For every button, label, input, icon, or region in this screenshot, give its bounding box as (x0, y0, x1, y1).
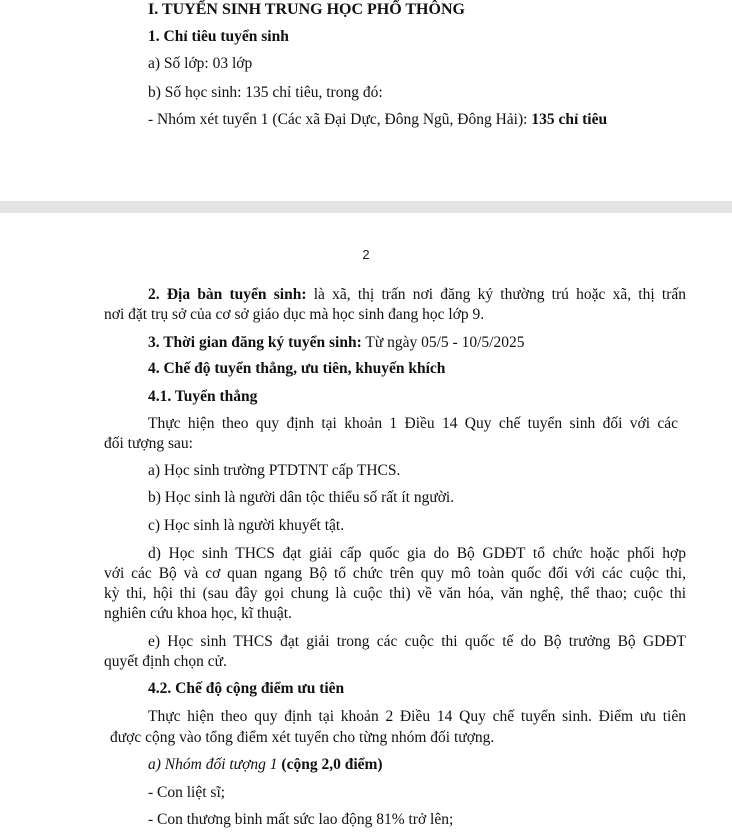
time-text: Từ ngày 05/5 - 10/5/2025 (361, 334, 525, 351)
area-text: là xã, thị trấn nơi đăng ký thường trú hoặc xã, thị trấn (306, 286, 686, 303)
direct-intro: Thực hiện theo quy định tại khoản 1 Điều 14 Quy chế tuyển sinh đối với các (148, 415, 678, 432)
direct-intro-cont: đối tượng sau: (104, 435, 193, 452)
area-text-cont: nơi đặt trụ sở của cơ sở giáo dục mà học sinh đang học lớp 9. (104, 306, 485, 323)
area-label: 2. Địa bàn tuyển sinh: (148, 286, 307, 303)
direct-item-d: d) Học sinh THCS đạt giải cấp quốc gia do Bộ GDĐT tổ chức hoặc phối hợp (148, 545, 686, 562)
page-number: 2 (362, 247, 370, 262)
section-heading: I. TUYỂN SINH TRUNG HỌC PHỔ THÔNG (148, 1, 465, 18)
direct-item-e-cont: quyết định chọn cử. (104, 653, 227, 670)
priority-intro-cont: được cộng vào tổng điểm xét tuyển cho từng nhóm đối tượng. (110, 729, 495, 746)
page-separator (0, 201, 732, 213)
group-1-text: - Nhóm xét tuyển 1 (Các xã Đại Dực, Đông Ngũ, Đông Hải): (148, 111, 532, 128)
priority-intro: Thực hiện theo quy định tại khoản 2 Điều 14 Quy chế tuyển sinh. Điểm ưu tiên (148, 708, 686, 725)
section-policy: 4. Chế độ tuyển thẳng, ưu tiên, khuyến khích (148, 360, 446, 377)
section-area (148, 285, 686, 305)
section-time (148, 333, 524, 353)
direct-item-b: b) Học sinh là người dân tộc thiểu số rất ít người. (148, 489, 455, 506)
time-label: 3. Thời gian đăng ký tuyển sinh: (148, 334, 362, 351)
direct-item-e: e) Học sinh THCS đạt giải trong các cuộc thi quốc tế do Bộ trưởng Bộ GDĐT (148, 633, 686, 650)
item-class-count: a) Số lớp: 03 lớp (148, 55, 253, 72)
priority-group-1 (148, 755, 383, 775)
group-1-quota: 135 chỉ tiêu (531, 111, 608, 128)
direct-item-c: c) Học sinh là người khuyết tật. (148, 517, 345, 534)
group-1-title: a) Nhóm đối tượng 1 (148, 756, 278, 773)
priority-item-1: - Con liệt sĩ; (148, 784, 226, 801)
priority-item-2: - Con thương binh mất sức lao động 81% trở lên; (148, 811, 454, 828)
direct-item-d-cont3: nghiên cứu khoa học, kĩ thuật. (104, 605, 292, 622)
group-1-points: (cộng 2,0 điểm) (277, 756, 383, 773)
item-student-count: b) Số học sinh: 135 chỉ tiêu, trong đó: (148, 84, 383, 101)
direct-item-d-cont1: với các Bộ và cơ quan ngang Bộ tổ chức trên quy mô toàn quốc đối với các cuộc thi, (104, 565, 686, 582)
item-group-1 (148, 110, 607, 130)
subheading-quota: 1. Chỉ tiêu tuyển sinh (148, 28, 289, 45)
subsection-priority: 4.2. Chế độ cộng điểm ưu tiên (148, 680, 345, 697)
direct-item-a: a) Học sinh trường PTDTNT cấp THCS. (148, 462, 401, 479)
direct-item-d-cont2: kỳ thi, hội thi (sau đây gọi chung là cuộc thi) về văn hóa, văn nghệ, thể thao; cuộc thi (104, 585, 686, 602)
subsection-direct: 4.1. Tuyển thẳng (148, 388, 258, 405)
